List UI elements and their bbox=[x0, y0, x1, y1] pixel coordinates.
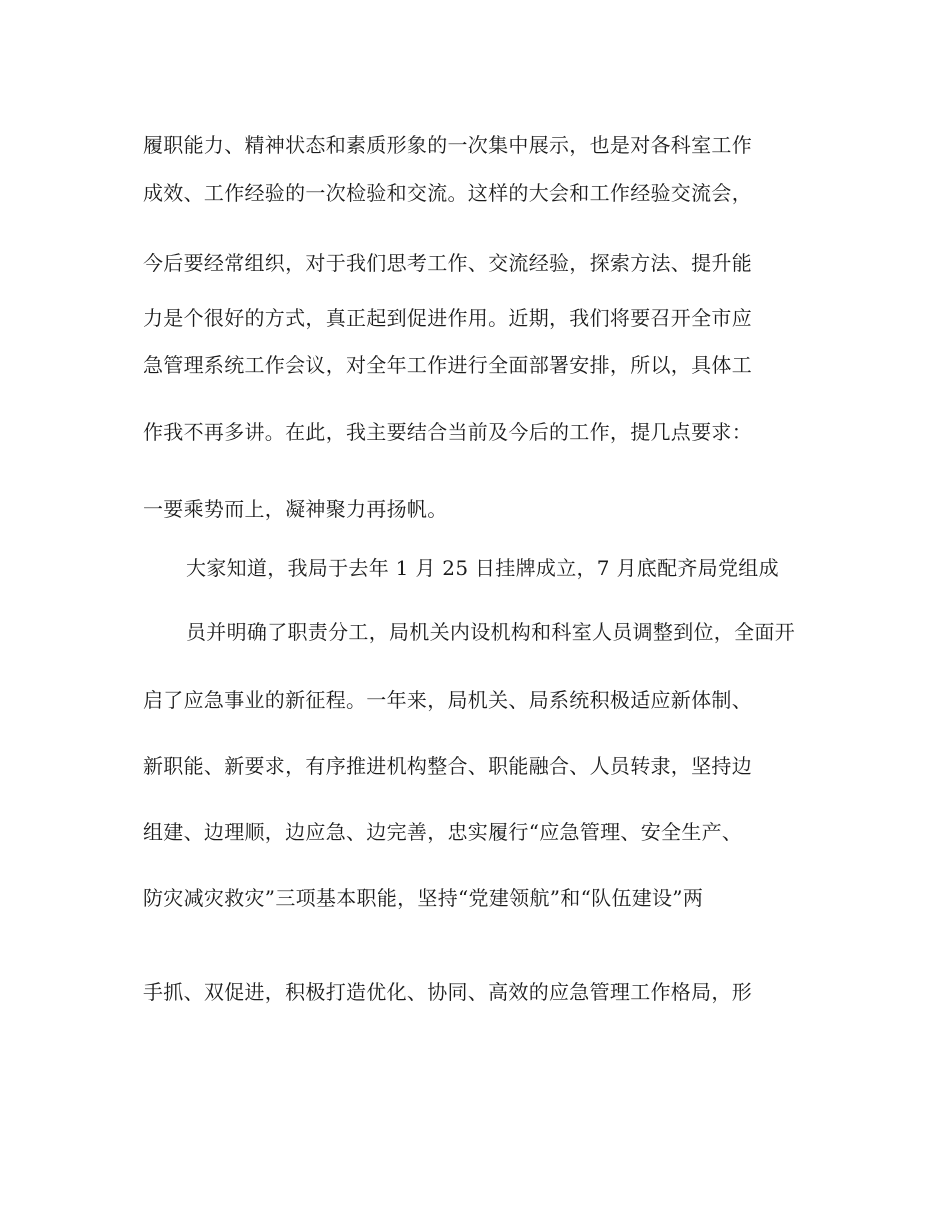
paragraph-line: 手抓、双促进，积极打造优化、协同、高效的应急管理工作格局，形 bbox=[143, 980, 752, 1004]
section-heading: 大家知道，我局于去年 1 月 25 日挂牌成立，7 月底配齐局党组成 bbox=[186, 556, 779, 580]
paragraph-line: 一要乘势而上，凝神聚力再扬帆。 bbox=[143, 497, 448, 521]
paragraph-line: 作我不再多讲。在此，我主要结合当前及今后的工作，提几点要求： bbox=[143, 420, 752, 444]
paragraph-line: 今后要经常组织，对于我们思考工作、交流经验，探索方法、提升能 bbox=[143, 251, 752, 275]
paragraph-line: 防灾减灾救灾”三项基本职能，坚持“党建领航”和“队伍建设”两 bbox=[143, 886, 704, 910]
paragraph-line: 履职能力、精神状态和素质形象的一次集中展示，也是对各科室工作 bbox=[143, 133, 752, 157]
paragraph-line: 员并明确了职责分工，局机关内设机构和科室人员调整到位，全面开 bbox=[186, 620, 795, 644]
paragraph-line: 力是个很好的方式，真正起到促进作用。近期，我们将要召开全市应 bbox=[143, 306, 752, 330]
paragraph-line: 启了应急事业的新征程。一年来，局机关、局系统积极适应新体制、 bbox=[143, 688, 752, 712]
paragraph-line: 组建、边理顺，边应急、边完善，忠实履行“应急管理、安全生产、 bbox=[143, 820, 743, 844]
paragraph-line: 成效、工作经验的一次检验和交流。这样的大会和工作经验交流会， bbox=[143, 181, 752, 205]
paragraph-line: 急管理系统工作会议，对全年工作进行全面部署安排，所以，具体工 bbox=[143, 353, 752, 377]
paragraph-line: 新职能、新要求，有序推进机构整合、职能融合、人员转隶，坚持边 bbox=[143, 754, 752, 778]
